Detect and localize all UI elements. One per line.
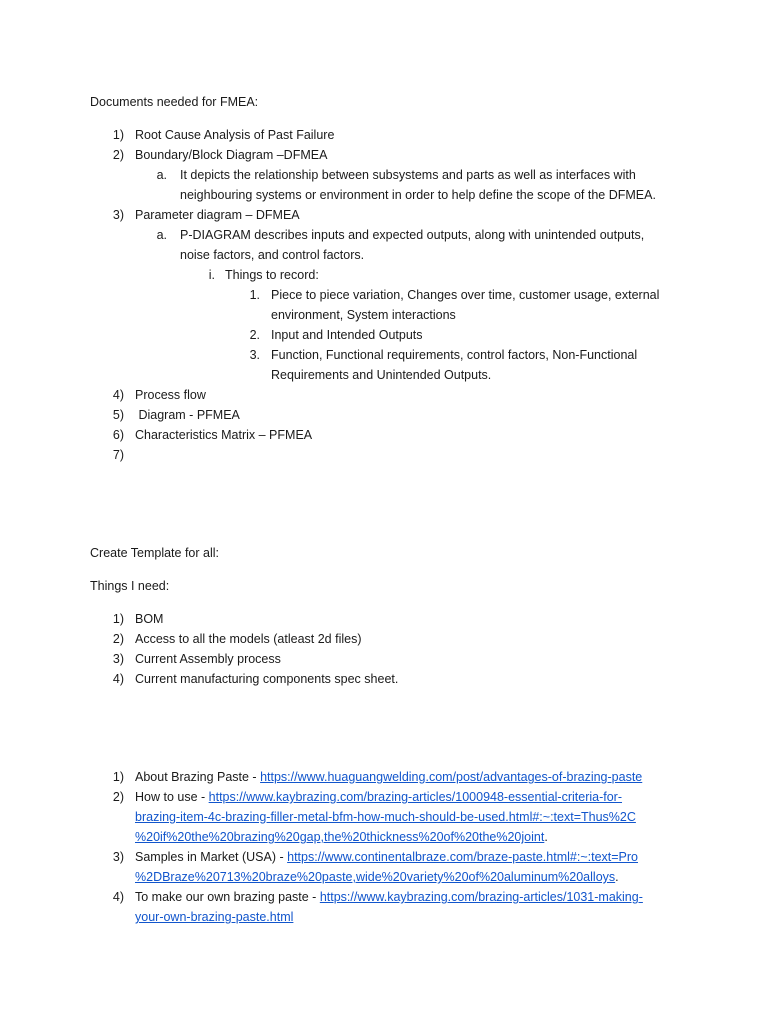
list-text: Root Cause Analysis of Past Failure [135,128,335,142]
list-text: Current manufacturing components spec sheet. [135,672,399,686]
list-marker: a. [156,168,167,182]
list-marker: 3) [112,208,124,222]
link-suffix: . [544,830,548,844]
list-text: Process flow [135,388,206,402]
list-text-line: Requirements and Unintended Outputs. [271,368,492,382]
list-text: Current Assembly process [135,652,281,666]
list-text: Diagram - PFMEA [135,408,240,422]
list-text: Access to all the models (atleast 2d files) [135,632,362,646]
list-marker: a. [156,228,167,242]
list-marker: 4) [112,890,124,904]
list-text [135,887,643,907]
link-suffix: . [615,870,619,884]
make-paste-link-cont[interactable]: your-own-brazing-paste.html [135,910,294,924]
list-text-line: environment, System interactions [271,308,456,322]
section-subheading: Things I need: [90,579,170,593]
how-to-use-link-cont[interactable]: brazing-item-4c-brazing-filler-metal-bfm-how-much-should-be-used.html#:~:text=Thus%2C [135,810,636,824]
list-text [135,847,638,867]
list-marker: 3) [112,850,124,864]
section-heading: Documents needed for FMEA: [90,95,259,109]
samples-link[interactable]: https://www.continentalbraze.com/braze-paste.html#:~:text=Pro [287,850,638,864]
list-marker: 4) [112,672,124,686]
list-text-line: noise factors, and control factors. [180,248,365,262]
list-text-line: P-DIAGRAM describes inputs and expected outputs, along with unintended outputs, [180,228,645,242]
list-text: Parameter diagram – DFMEA [135,208,300,222]
list-text-line [135,827,548,847]
list-marker: 3) [112,652,124,666]
list-text: BOM [135,612,164,626]
list-marker: 4) [112,388,124,402]
link-prefix: Samples in Market (USA) - [135,850,288,864]
list-text-line [135,807,636,827]
list-text-line [135,867,619,887]
list-text: Things to record: [225,268,319,282]
link-prefix: About Brazing Paste - [135,770,261,784]
list-text: Characteristics Matrix – PFMEA [135,428,313,442]
section-heading: Create Template for all: [90,546,219,560]
list-text-line: neighbouring systems or environment in order to help define the scope of the DFMEA. [180,188,656,202]
how-to-use-link-cont[interactable]: %20if%20the%20brazing%20gap,the%20thickness%20of%20the%20joint [135,830,545,844]
list-marker: 2) [112,790,124,804]
make-paste-link[interactable]: https://www.kaybrazing.com/brazing-articles/1031-making- [319,890,643,904]
list-marker: 1) [112,612,124,626]
list-marker: 2. [249,328,260,342]
list-marker: 2) [112,632,124,646]
list-text [135,767,642,787]
list-marker: 1. [249,288,260,302]
brazing-paste-link[interactable]: https://www.huaguangwelding.com/post/advantages-of-brazing-paste [260,770,643,784]
list-marker: 6) [112,428,124,442]
list-marker: 1) [112,770,124,784]
list-text: Boundary/Block Diagram –DFMEA [135,148,328,162]
list-text: Input and Intended Outputs [271,328,423,342]
list-text-line: It depicts the relationship between subsystems and parts as well as interfaces with [180,168,636,182]
list-marker: i. [208,268,215,282]
samples-link-cont[interactable]: %2DBraze%20713%20braze%20paste,wide%20variety%20of%20aluminum%20alloys [135,870,616,884]
list-marker: 1) [112,128,124,142]
list-text-line: Function, Functional requirements, control factors, Non-Functional [271,348,638,362]
list-marker: 7) [112,448,124,462]
how-to-use-link[interactable]: https://www.kaybrazing.com/brazing-articles/1000948-essential-criteria-for- [208,790,623,804]
link-prefix: How to use - [135,790,209,804]
list-marker: 5) [112,408,124,422]
list-marker: 2) [112,148,124,162]
link-prefix: To make our own brazing paste - [135,890,320,904]
list-text [135,787,622,807]
list-text-line: Piece to piece variation, Changes over time, customer usage, external [271,288,660,302]
list-marker: 3. [249,348,260,362]
list-text-line [135,907,293,927]
